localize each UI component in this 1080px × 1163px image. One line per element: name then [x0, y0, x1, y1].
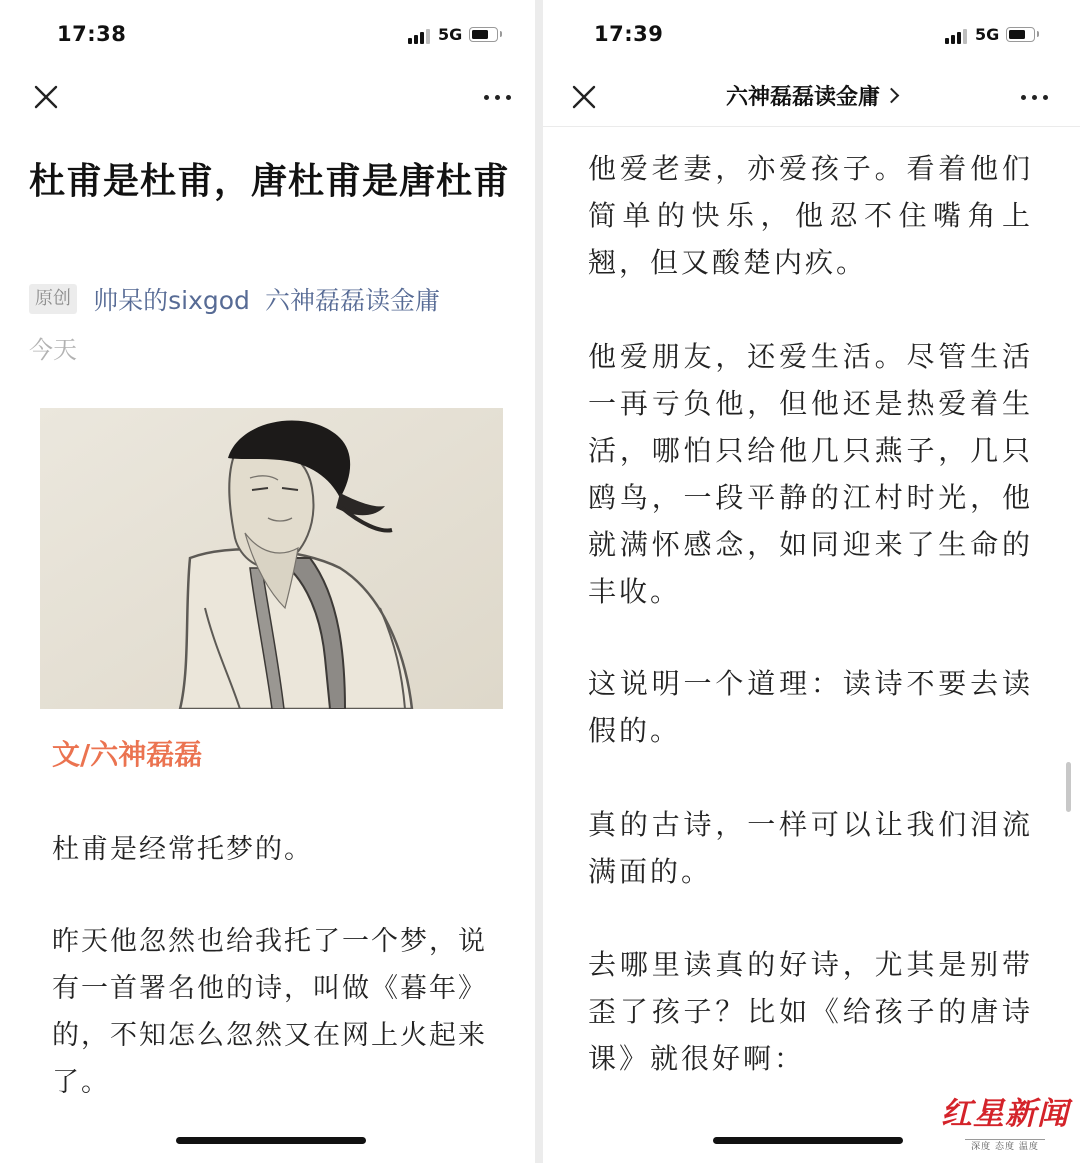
left-phone-screen — [0, 0, 535, 1163]
home-indicator[interactable] — [713, 1137, 903, 1144]
article-paragraph: 真的古诗，一样可以让我们泪流满面的。 — [588, 808, 1033, 888]
watermark-title: 红星新闻 — [941, 1096, 1069, 1132]
more-icon[interactable] — [1021, 94, 1049, 102]
article-title: 杜甫是杜甫，唐杜甫是唐杜甫 — [29, 161, 511, 202]
nav-divider — [543, 126, 1080, 127]
article-paragraph: 去哪里读真的好诗，尤其是别带歪了孩子？比如《给孩子的唐诗课》就很好啊： — [588, 948, 1033, 1075]
status-bar — [0, 0, 535, 70]
right-phone-screen — [543, 0, 1080, 1163]
battery-icon — [1006, 27, 1035, 42]
signal-icon — [945, 28, 969, 44]
author-link[interactable]: 帅呆的sixgod — [93, 286, 250, 315]
account-title-link[interactable] — [543, 80, 1080, 111]
portrait-illustration — [40, 408, 503, 709]
article-meta — [29, 281, 450, 315]
more-icon[interactable] — [484, 94, 512, 102]
nav-bar — [0, 70, 535, 126]
scrollbar[interactable] — [1066, 762, 1071, 812]
network-type: 5G — [438, 25, 463, 44]
status-bar — [543, 0, 1080, 70]
article-paragraph: 他爱朋友，还爱生活。尽管生活一再亏负他，但他还是热爱着生活，哪怕只给他几只燕子，几只鸥鸟，一段平静的江村时光，他就满怀感念，如同迎来了生命的丰收。 — [588, 340, 1033, 608]
article-paragraph: 这说明一个道理：读诗不要去读假的。 — [588, 667, 1033, 747]
article-paragraph: 他爱老妻，亦爱孩子。看着他们简单的快乐，他忍不住嘴角上翘，但又酸楚内疚。 — [588, 152, 1033, 279]
article-hero-image — [40, 408, 503, 709]
publish-date: 今天 — [29, 336, 77, 364]
network-type: 5G — [975, 25, 1000, 44]
account-link[interactable]: 六神磊磊读金庸 — [265, 286, 441, 315]
byline: 文/六神磊磊 — [52, 738, 203, 771]
original-badge: 原创 — [29, 284, 77, 314]
battery-icon — [469, 27, 498, 42]
watermark-slogan: 深度 态度 温度 — [965, 1139, 1045, 1154]
status-time: 17:38 — [57, 22, 127, 46]
status-time: 17:39 — [594, 22, 664, 46]
signal-icon — [408, 28, 432, 44]
close-icon[interactable] — [32, 83, 60, 111]
chevron-right-icon — [884, 88, 900, 104]
article-paragraph: 杜甫是经常托梦的。 — [52, 834, 313, 865]
account-title: 六神磊磊读金庸 — [725, 85, 880, 110]
nav-bar — [543, 70, 1080, 126]
watermark-logo — [938, 1094, 1072, 1156]
home-indicator[interactable] — [176, 1137, 366, 1144]
article-paragraph: 昨天他忽然也给我托了一个梦，说有一首署名他的诗，叫做《暮年》的，不知怎么忽然又在网上火起来了。 — [52, 926, 487, 1098]
